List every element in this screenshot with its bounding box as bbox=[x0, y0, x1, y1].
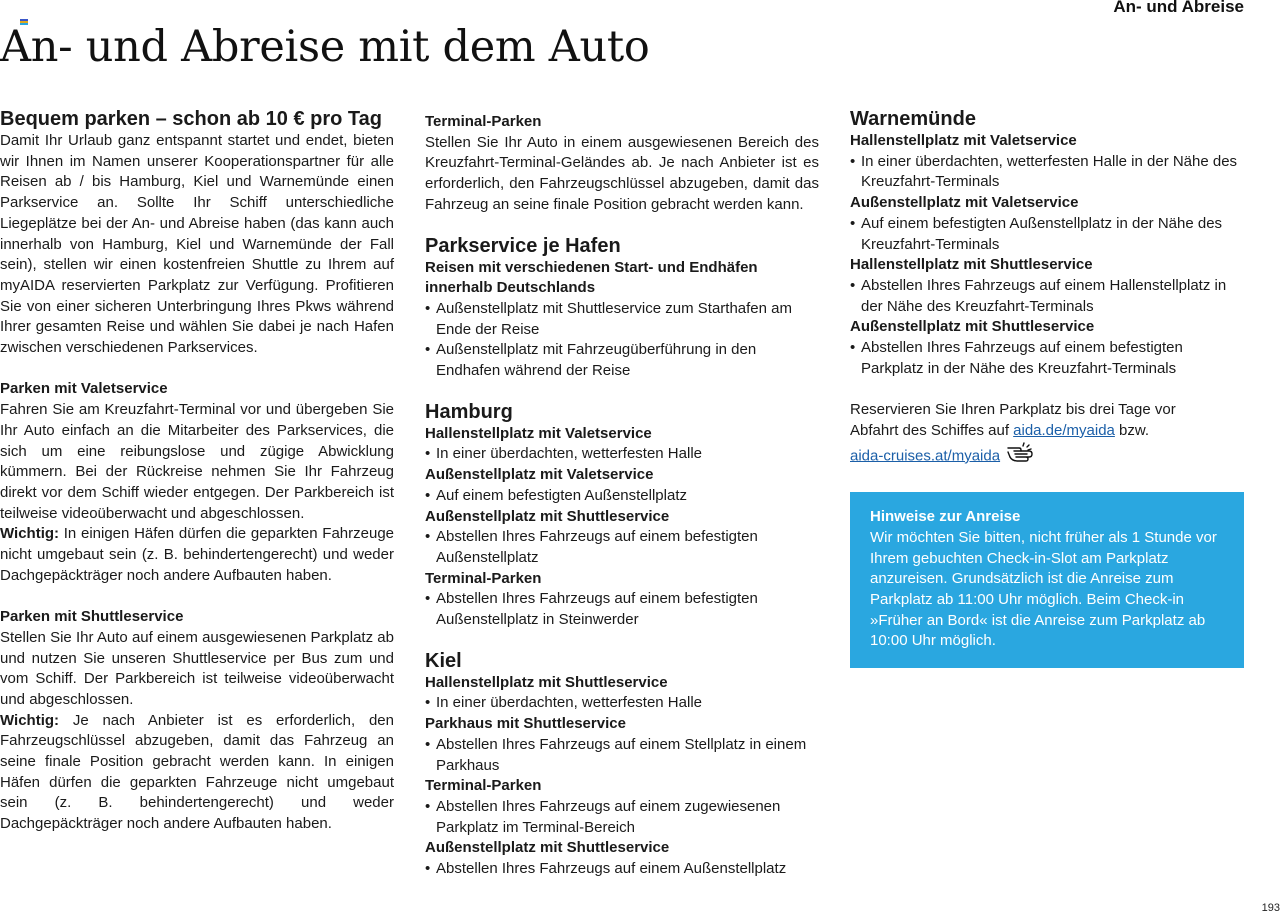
myaida-de-link[interactable]: aida.de/myaida bbox=[1013, 421, 1115, 439]
group-title: Außenstellplatz mit Valetservice bbox=[425, 466, 654, 484]
list-item: • Abstellen Ihres Fahrzeugs auf einem befestigten Außenstellplatz bbox=[425, 527, 819, 568]
shuttle-note-label: Wichtig: bbox=[0, 711, 60, 729]
group-list bbox=[850, 338, 1244, 379]
info-box bbox=[850, 492, 1244, 668]
reserve-mid-text: bzw. bbox=[1114, 421, 1150, 439]
valet-note-label: Wichtig: bbox=[0, 525, 60, 543]
info-box-text: Wir möchten Sie bitten, nicht früher als 1 Stunde vor Ihrem gebuchten Check-in-Slot am Parkplatz anzureisen. Grundsätzlich ist die Anreise zum Parkplatz ab 11:00 Uhr möglich. Beim Check-in »Früher an Bord« ist die Anreise zum Parkplatz ab 10:00 Uhr möglich. bbox=[870, 528, 1217, 650]
list-item: • Außenstellplatz mit Shuttleservice zum Starthafen am Ende der Reise bbox=[425, 299, 819, 340]
reserve-text: Reservieren Sie Ihren Parkplatz bis drei Tage vor Abfahrt des Schiffes auf bbox=[850, 401, 1176, 439]
intro-paragraph: Damit Ihr Urlaub ganz entspannt startet und endet, bieten wir Ihnen im Namen unserer Kooperationspartner für alle Reisen ab / bis Hamburg, Kiel und Warnemünde einen Parkservice an. Sollte Ihr Schiff unterschiedliche Liegeplätze bei der An- und Abreise haben (das kann auch innerhalb von Hamburg, Kiel und Warnemünde der Fall sein), stellen wir einen kostenfreien Shuttle zu Ihrem auf myAIDA reservierten Parkplatz zur Verfügung. Profitieren Sie von einer sicheren Unterbringung Ihres Pkws während Ihrer gesamten Reise und wählen Sie dabei je nach Hafen zwischen verschiedenen Parkservices. bbox=[0, 132, 394, 357]
group-list bbox=[425, 589, 819, 630]
group-list bbox=[850, 214, 1244, 255]
list-item: • Abstellen Ihres Fahrzeugs auf einem befestigten Außenstellplatz in Steinwerder bbox=[425, 589, 819, 630]
shuttle-note-text: Je nach Anbieter ist es erforderlich, den Fahrzeugschlüssel abzugeben, damit das Fahrzeug an seine finale Position gebracht werden kann. In einigen Häfen dürfen die geparkten Fahrzeuge nicht umgebaut sein (z. B. behindertengerecht) und weder Dachgepäckträger noch andere Aufbauten haben. bbox=[0, 711, 394, 833]
pointing-hand-icon bbox=[1006, 442, 1038, 471]
list-item: • Abstellen Ihres Fahrzeugs auf einem Stellplatz in einem Parkhaus bbox=[425, 735, 819, 776]
group-list bbox=[425, 527, 819, 568]
parkservice-subheading: Reisen mit verschiedenen Start- und Endhäfen innerhalb Deutschlands bbox=[425, 258, 758, 297]
group-title: Terminal-Parken bbox=[425, 777, 542, 795]
page-number: 193 bbox=[1261, 902, 1280, 914]
reserve-paragraph bbox=[850, 400, 1200, 470]
list-item: • In einer überdachten, wetterfesten Halle in der Nähe des Kreuzfahrt-Terminals bbox=[850, 152, 1244, 193]
group-title: Hallenstellplatz mit Valetservice bbox=[425, 424, 652, 442]
section-header: An- und Abreise bbox=[1113, 0, 1244, 16]
page-title: An- und Abreise mit dem Auto bbox=[0, 22, 650, 72]
list-item: • Abstellen Ihres Fahrzeugs auf einem befestigten Parkplatz in der Nähe des Kreuzfahrt-Terminals bbox=[850, 338, 1244, 379]
group-list bbox=[850, 152, 1244, 193]
valet-note-text: In einigen Häfen dürfen die geparkten Fahrzeuge nicht umgebaut sein (z. B. behindertengerecht) und weder Dachgepäckträger noch andere Aufbauten haben. bbox=[0, 525, 394, 584]
column-1 bbox=[0, 104, 394, 835]
group-list bbox=[425, 735, 819, 776]
info-box-title: Hinweise zur Anreise bbox=[870, 508, 1021, 526]
list-item: • Auf einem befestigten Außenstellplatz bbox=[425, 486, 819, 507]
group-title: Außenstellplatz mit Valetservice bbox=[850, 194, 1079, 212]
list-item: • Abstellen Ihres Fahrzeugs auf einem Hallenstellplatz in der Nähe des Kreuzfahrt-Terminals bbox=[850, 276, 1244, 317]
group-list bbox=[425, 693, 819, 714]
group-title: Parkhaus mit Shuttleservice bbox=[425, 715, 626, 733]
shuttle-paragraph: Stellen Sie Ihr Auto auf einem ausgewiesenen Parkplatz ab und nutzen Sie unseren Shuttleservice per Bus zum und vom Schiff. Der Parkbereich ist teilweise videoüberwacht und abgeschlossen. bbox=[0, 628, 394, 708]
group-title: Terminal-Parken bbox=[425, 569, 542, 587]
shuttle-note bbox=[0, 711, 394, 835]
group-title: Außenstellplatz mit Shuttleservice bbox=[425, 839, 670, 857]
list-item: • Abstellen Ihres Fahrzeugs auf einem zugewiesenen Parkplatz im Terminal-Bereich bbox=[425, 797, 819, 838]
terminal-heading: Terminal-Parken bbox=[425, 113, 542, 130]
column-2 bbox=[425, 104, 819, 880]
group-title: Hallenstellplatz mit Valetservice bbox=[850, 132, 1077, 149]
group-list bbox=[850, 276, 1244, 317]
valet-note bbox=[0, 524, 394, 586]
valet-heading: Parken mit Valetservice bbox=[0, 380, 168, 398]
group-list bbox=[425, 486, 819, 507]
list-item: • Abstellen Ihres Fahrzeugs auf einem Außenstellplatz bbox=[425, 859, 819, 880]
list-item: • Auf einem befestigten Außenstellplatz in der Nähe des Kreuzfahrt-Terminals bbox=[850, 214, 1244, 255]
col1-heading: Bequem parken – schon ab 10 € pro Tag bbox=[0, 108, 382, 130]
kiel-heading: Kiel bbox=[425, 649, 462, 672]
column-3 bbox=[850, 104, 1244, 668]
warnemuende-heading: Warnemünde bbox=[850, 108, 976, 130]
list-item: • In einer überdachten, wetterfesten Halle bbox=[425, 444, 819, 465]
group-title: Hallenstellplatz mit Shuttleservice bbox=[850, 256, 1093, 274]
terminal-paragraph: Stellen Sie Ihr Auto in einem ausgewiesenen Bereich des Kreuzfahrt-Terminal-Geländes ab. Je nach Anbieter ist es erforderlich, den Fahrzeugschlüssel abzugeben, damit das Fahrzeug an seine finale Position gebracht werden kann. bbox=[425, 133, 819, 213]
valet-paragraph: Fahren Sie am Kreuzfahrt-Terminal vor und übergeben Sie Ihr Auto einfach an die Mitarbeiter des Parkservices, die sich um eine reibungslose und zügige Abwicklung kümmern. Bei der Rückreise nehmen Sie Ihr Fahrzeug direkt vor dem Schiff wieder entgegen. Der Parkbereich ist teilweise videoüberwacht und abgeschlossen. bbox=[0, 401, 394, 522]
myaida-at-link[interactable]: aida-cruises.at/myaida bbox=[850, 446, 1001, 464]
group-title: Außenstellplatz mit Shuttleservice bbox=[425, 507, 670, 525]
parkservice-heading: Parkservice je Hafen bbox=[425, 234, 621, 257]
parkservice-list bbox=[425, 299, 819, 382]
group-list bbox=[425, 797, 819, 838]
hamburg-heading: Hamburg bbox=[425, 400, 513, 423]
group-list bbox=[425, 859, 819, 880]
group-title: Außenstellplatz mit Shuttleservice bbox=[850, 318, 1095, 336]
list-item: • Außenstellplatz mit Fahrzeugüberführung in den Endhafen während der Reise bbox=[425, 340, 819, 381]
shuttle-heading: Parken mit Shuttleservice bbox=[0, 608, 184, 626]
list-item: • In einer überdachten, wetterfesten Halle bbox=[425, 693, 819, 714]
group-title: Hallenstellplatz mit Shuttleservice bbox=[425, 673, 668, 691]
group-list bbox=[425, 444, 819, 465]
